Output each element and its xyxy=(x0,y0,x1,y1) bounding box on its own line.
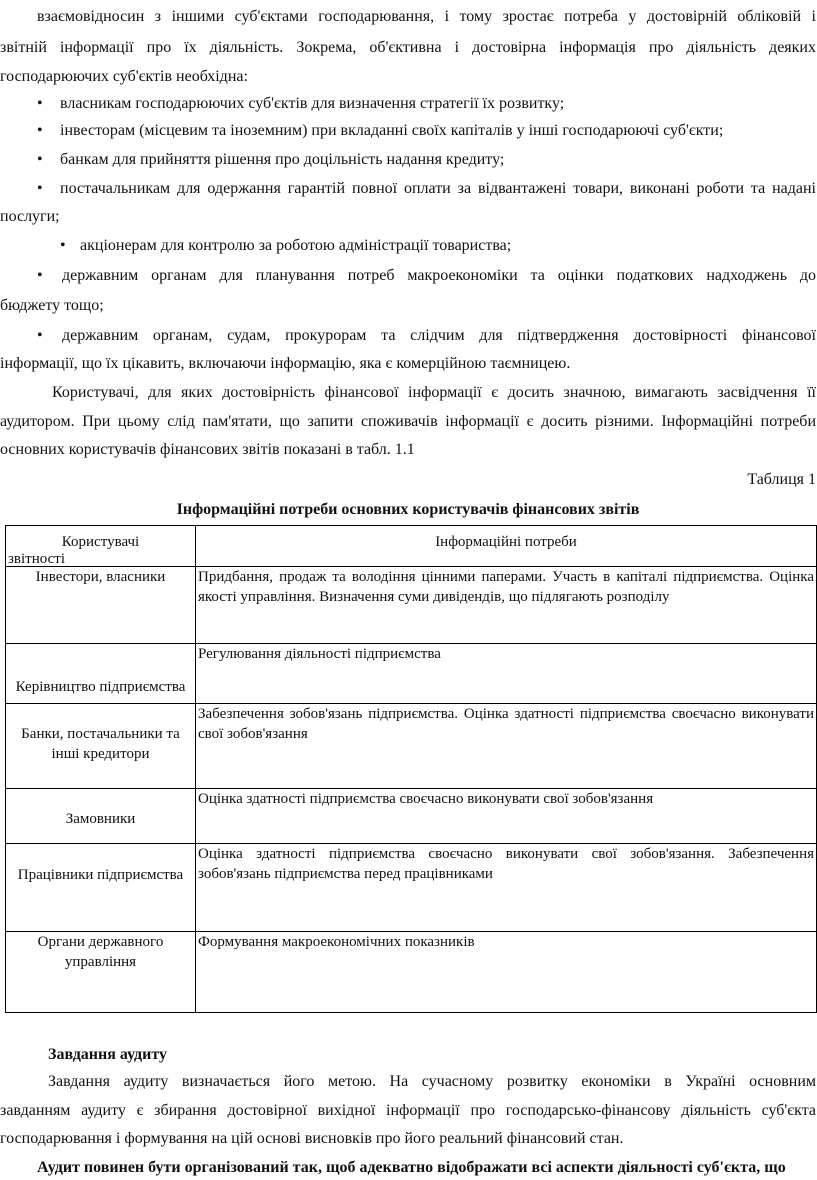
needs-cell: Оцінка здатності підприємства своєчасно виконувати свої зобов'язання. Забезпечення зобов'язань підприємства перед працівниками xyxy=(196,844,817,932)
bullet-banks: банкам для прийняття рішення про доцільність надання кредиту; xyxy=(60,151,505,168)
bullet-marker: • xyxy=(37,327,43,344)
bullet-suppliers-line-1: постачальникам для одержання гарантій повної оплати за відвантажені товари, виконані роботи та надані xyxy=(60,180,816,197)
user-cell: Керівництво підприємства xyxy=(6,644,196,704)
section-heading: Завдання аудиту xyxy=(48,1046,168,1063)
table-row xyxy=(6,844,817,932)
intro-line-2: звітній інформації про їх діяльність. Зокрема, об'єктивна і достовірна інформація про діяльність деяких xyxy=(0,39,816,56)
info-needs-table xyxy=(5,525,817,1013)
para2-line-2: аудитором. При цьому слід пам'ятати, що запити споживачів інформації є досить різними. Інформаційні потреби xyxy=(0,413,816,430)
bullet-marker: • xyxy=(37,151,43,168)
intro-line-3: господарюючих суб'єктів необхідна: xyxy=(0,68,248,85)
para3-line-3: господарювання і формування на цій основі висновків про його реальний фінансовий стан. xyxy=(0,1130,624,1147)
bullet-marker: • xyxy=(37,95,43,112)
user-cell: Органи державного управління xyxy=(6,932,196,1013)
bullet-state-line-1: державним органам для планування потреб макроекономіки та оцінки податкових надходжень до xyxy=(62,267,816,284)
table-title: Інформаційні потреби основних користувачів фінансових звітів xyxy=(176,501,640,518)
bullet-suppliers-line-2: послуги; xyxy=(0,208,60,225)
needs-cell: Регулювання діяльності підприємства xyxy=(196,644,817,704)
needs-cell: Придбання, продаж та володіння цінними паперами. Участь в капіталі підприємства. Оцінка якості управління. Визначення суми дивідендів, що підлягають розподілу xyxy=(196,567,817,644)
needs-cell: Забезпечення зобов'язань підприємства. Оцінка здатності підприємства своєчасно виконувати свої зобов'язання xyxy=(196,704,817,789)
bullet-courts-line-1: державним органам, судам, прокурорам та слідчим для підтвердження достовірності фінансової xyxy=(62,327,816,344)
bullet-investors: інвесторам (місцевим та іноземним) при вкладанні своїх капіталів у інші господарюючі суб'єкти; xyxy=(60,122,724,139)
table-row xyxy=(6,932,817,1013)
user-cell: Банки, постачальники та інші кредитори xyxy=(6,704,196,789)
bullet-owners: власникам господарюючих суб'єктів для визначення стратегії їх розвитку; xyxy=(60,95,565,112)
header-users-line-2: звітності xyxy=(8,551,66,567)
table-row xyxy=(6,644,817,704)
para2-line-3: основних користувачів фінансових звітів показані в табл. 1.1 xyxy=(0,441,415,458)
table-row xyxy=(6,704,817,789)
closing-line: Аудит повинен бути організований так, щоб адекватно відображати всі аспекти діяльності суб'єкта, що xyxy=(37,1159,786,1176)
header-needs: Інформаційні потреби xyxy=(196,526,817,567)
user-cell: Інвестори, власники xyxy=(6,567,196,644)
table-number: Таблиця 1 xyxy=(747,471,816,488)
para3-line-1: Завдання аудиту визначається його метою. На сучасному розвитку економіки в Україні основним xyxy=(48,1073,816,1090)
table-row xyxy=(6,789,817,844)
bullet-marker: • xyxy=(60,237,66,254)
para2-line-1: Користувачі, для яких достовірність фінансової інформації є досить значною, вимагають засвідчення її xyxy=(52,384,816,401)
bullet-shareholders: акціонерам для контролю за роботою адміністрації товариства; xyxy=(80,237,512,254)
table-row xyxy=(6,567,817,644)
header-users xyxy=(6,526,196,567)
table-header-row xyxy=(6,526,817,567)
bullet-marker: • xyxy=(37,180,43,197)
needs-cell: Оцінка здатності підприємства своєчасно виконувати свої зобов'язання xyxy=(196,789,817,844)
bullet-marker: • xyxy=(37,122,43,139)
intro-line-1: взаємовідносин з іншими суб'єктами господарювання, і тому зростає потреба у достовірній обліковій і xyxy=(37,8,816,25)
header-users-line-1: Користувачі xyxy=(61,534,140,550)
user-cell: Замовники xyxy=(6,789,196,844)
user-cell: Працівники підприємства xyxy=(6,844,196,932)
bullet-courts-line-2: інформації, що їх цікавить, включаючи інформацію, яка є комерційною таємницею. xyxy=(0,355,571,372)
bullet-marker: • xyxy=(37,267,43,284)
para3-line-2: завданням аудиту є збирання достовірної вихідної інформації про господарсько-фінансову діяльність суб'єкта xyxy=(0,1102,816,1119)
needs-cell: Формування макроекономічних показників xyxy=(196,932,817,1013)
bullet-state-line-2: бюджету тощо; xyxy=(0,297,104,314)
